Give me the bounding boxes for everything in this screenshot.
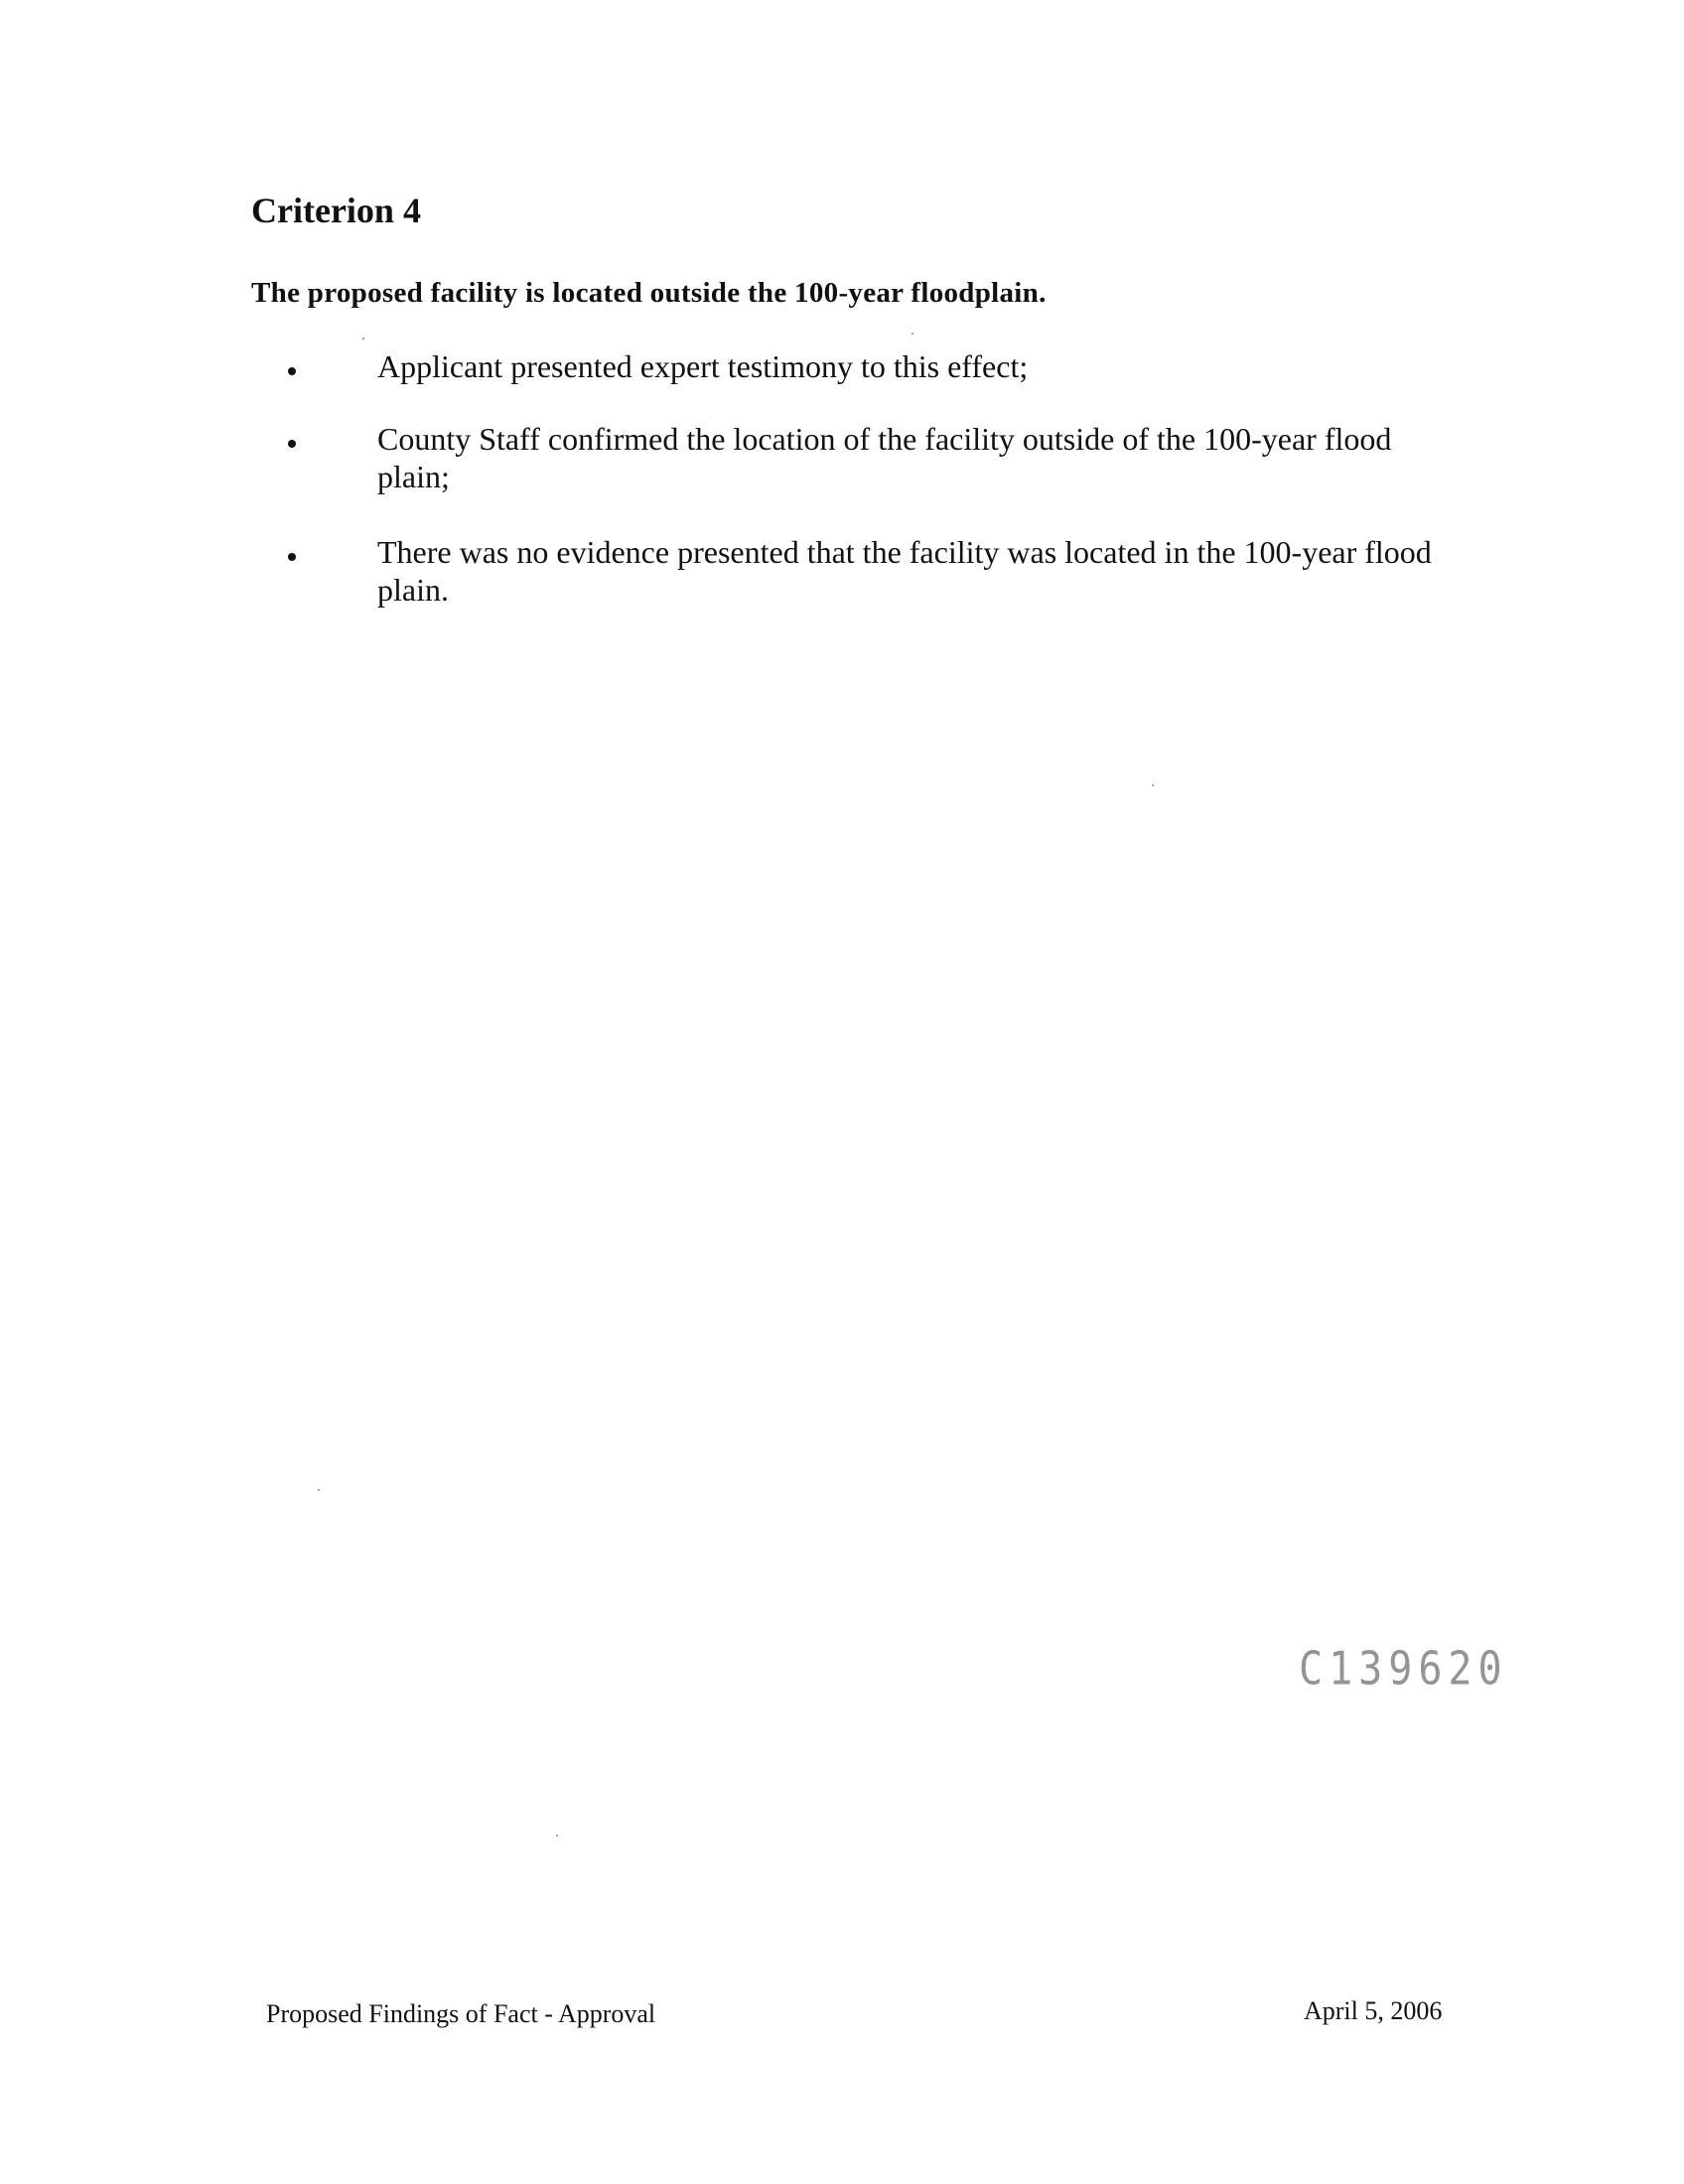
bullet-icon (288, 440, 296, 448)
footer-date: April 5, 2006 (1304, 1996, 1443, 2025)
scan-speck (556, 1835, 558, 1837)
scan-speck (912, 333, 913, 335)
bullet-icon (288, 367, 296, 375)
list-item-text: There was no evidence presented that the facility was located in the 100-year flood plain. (377, 534, 1432, 608)
scan-speck (362, 338, 364, 340)
footer-title: Proposed Findings of Fact - Approval (266, 1999, 656, 2028)
list-item-text: Applicant presented expert testimony to this effect; (377, 348, 1029, 384)
section-heading: Criterion 4 (251, 191, 421, 230)
criterion-statement: The proposed facility is located outside the 100-year floodplain. (251, 277, 1047, 309)
document-stamp-number: C139620 (1299, 1643, 1508, 1696)
scan-speck (318, 1489, 320, 1491)
bullet-icon (288, 553, 296, 561)
list-item-text: County Staff confirmed the location of the facility outside of the 100-year flood plain; (377, 421, 1392, 494)
scan-speck (1152, 784, 1154, 786)
